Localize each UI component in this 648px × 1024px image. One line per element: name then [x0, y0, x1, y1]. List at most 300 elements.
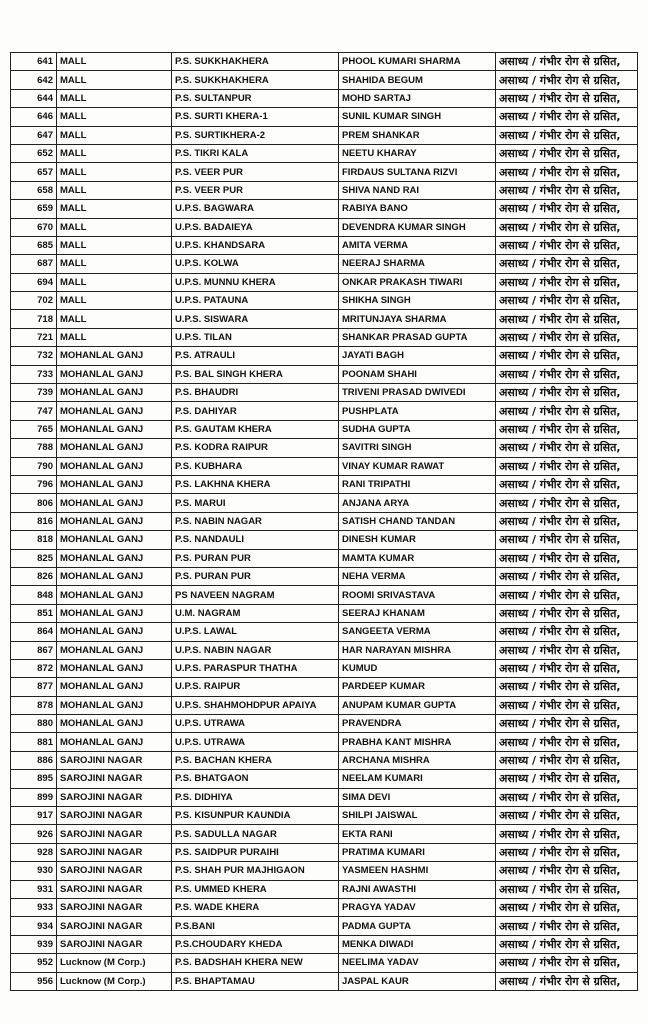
cell-block: MOHANLAL GANJ: [57, 420, 172, 438]
cell-block: MOHANLAL GANJ: [57, 567, 172, 585]
cell-school: P.S. SURTIKHERA-2: [172, 126, 339, 144]
cell-status: असाध्य / गंभीर रोग से ग्रसित,: [496, 531, 638, 549]
cell-status: असाध्य / गंभीर रोग से ग्रसित,: [496, 163, 638, 181]
cell-name: TRIVENI PRASAD DWIVEDI: [339, 384, 496, 402]
cell-name: SANGEETA VERMA: [339, 623, 496, 641]
cell-status: असाध्य / गंभीर रोग से ग्रसित,: [496, 200, 638, 218]
cell-status: असाध्य / गंभीर रोग से ग्रसित,: [496, 917, 638, 935]
cell-name: SUNIL KUMAR SINGH: [339, 108, 496, 126]
table-row: [11, 457, 638, 475]
cell-school: P.S. SURTI KHERA-1: [172, 108, 339, 126]
cell-name: RAJNI AWASTHI: [339, 880, 496, 898]
cell-name: SHAHIDA BEGUM: [339, 71, 496, 89]
cell-name: SHIVA NAND RAI: [339, 181, 496, 199]
cell-sno: 928: [11, 843, 57, 861]
cell-school: U.P.S. SHAHMOHDPUR APAIYA: [172, 696, 339, 714]
table-row: [11, 365, 638, 383]
cell-school: P.S. WADE KHERA: [172, 898, 339, 916]
table-row: [11, 623, 638, 641]
cell-name: SEERAJ KHANAM: [339, 604, 496, 622]
cell-name: NEELAM KUMARI: [339, 770, 496, 788]
cell-status: असाध्य / गंभीर रोग से ग्रसित,: [496, 641, 638, 659]
cell-name: SAVITRI SINGH: [339, 439, 496, 457]
cell-school: U.P.S. RAIPUR: [172, 678, 339, 696]
cell-sno: 685: [11, 236, 57, 254]
cell-sno: 694: [11, 273, 57, 291]
cell-status: असाध्य / गंभीर रोग से ग्रसित,: [496, 402, 638, 420]
cell-sno: 658: [11, 181, 57, 199]
cell-status: असाध्य / गंभीर रोग से ग्रसित,: [496, 310, 638, 328]
cell-school: U.P.S. BAGWARA: [172, 200, 339, 218]
cell-name: SIMA DEVI: [339, 788, 496, 806]
cell-school: P.S. UMMED KHERA: [172, 880, 339, 898]
table-row: [11, 733, 638, 751]
cell-sno: 733: [11, 365, 57, 383]
cell-name: KUMUD: [339, 659, 496, 677]
cell-block: SAROJINI NAGAR: [57, 843, 172, 861]
cell-block: MALL: [57, 273, 172, 291]
table-row: [11, 384, 638, 402]
cell-block: MALL: [57, 163, 172, 181]
table-row: [11, 218, 638, 236]
cell-status: असाध्य / गंभीर रोग से ग्रसित,: [496, 475, 638, 493]
cell-sno: 899: [11, 788, 57, 806]
cell-block: MALL: [57, 53, 172, 71]
table-row: [11, 71, 638, 89]
cell-status: असाध्य / गंभीर रोग से ग्रसित,: [496, 751, 638, 769]
cell-name: MAMTA KUMAR: [339, 549, 496, 567]
cell-status: असाध्य / गंभीर रोग से ग्रसित,: [496, 567, 638, 585]
cell-sno: 652: [11, 144, 57, 162]
cell-school: P.S. PURAN PUR: [172, 549, 339, 567]
table-row: [11, 108, 638, 126]
cell-status: असाध्य / गंभीर रोग से ग्रसित,: [496, 494, 638, 512]
table-row: [11, 255, 638, 273]
table-row: [11, 696, 638, 714]
cell-name: YASMEEN HASHMI: [339, 862, 496, 880]
cell-status: असाध्य / गंभीर रोग से ग्रसित,: [496, 880, 638, 898]
cell-status: असाध्य / गंभीर रोग से ग्रसित,: [496, 898, 638, 916]
table-row: [11, 917, 638, 935]
cell-school: P.S. VEER PUR: [172, 163, 339, 181]
cell-block: MOHANLAL GANJ: [57, 531, 172, 549]
cell-name: PRATIMA KUMARI: [339, 843, 496, 861]
cell-sno: 747: [11, 402, 57, 420]
cell-status: असाध्य / गंभीर रोग से ग्रसित,: [496, 807, 638, 825]
cell-school: P.S. SUKKHAKHERA: [172, 71, 339, 89]
cell-sno: 880: [11, 715, 57, 733]
cell-sno: 739: [11, 384, 57, 402]
cell-status: असाध्य / गंभीर रोग से ग्रसित,: [496, 623, 638, 641]
cell-block: MOHANLAL GANJ: [57, 512, 172, 530]
cell-sno: 647: [11, 126, 57, 144]
cell-sno: 881: [11, 733, 57, 751]
cell-sno: 788: [11, 439, 57, 457]
cell-status: असाध्य / गंभीर रोग से ग्रसित,: [496, 788, 638, 806]
cell-sno: 657: [11, 163, 57, 181]
cell-name: PADMA GUPTA: [339, 917, 496, 935]
cell-block: MOHANLAL GANJ: [57, 347, 172, 365]
cell-status: असाध्य / गंभीर रोग से ग्रसित,: [496, 71, 638, 89]
cell-status: असाध्य / गंभीर रोग से ग्रसित,: [496, 439, 638, 457]
cell-status: असाध्य / गंभीर रोग से ग्रसित,: [496, 144, 638, 162]
cell-school: P.S. SAIDPUR PURAIHI: [172, 843, 339, 861]
cell-sno: 877: [11, 678, 57, 696]
cell-sno: 721: [11, 328, 57, 346]
table-row: [11, 420, 638, 438]
cell-school: U.P.S. KHANDSARA: [172, 236, 339, 254]
cell-name: NEETU KHARAY: [339, 144, 496, 162]
cell-status: असाध्य / गंभीर रोग से ग्रसित,: [496, 825, 638, 843]
cell-block: MALL: [57, 108, 172, 126]
cell-school: U.P.S. LAWAL: [172, 623, 339, 641]
cell-sno: 796: [11, 475, 57, 493]
cell-status: असाध्य / गंभीर रोग से ग्रसित,: [496, 292, 638, 310]
cell-name: RANI TRIPATHI: [339, 475, 496, 493]
cell-block: SAROJINI NAGAR: [57, 788, 172, 806]
cell-status: असाध्य / गंभीर रोग से ग्रसित,: [496, 862, 638, 880]
cell-school: U.P.S. MUNNU KHERA: [172, 273, 339, 291]
cell-status: असाध्य / गंभीर रोग से ग्रसित,: [496, 843, 638, 861]
cell-block: SAROJINI NAGAR: [57, 917, 172, 935]
cell-sno: 934: [11, 917, 57, 935]
table-row: [11, 292, 638, 310]
cell-name: SUDHA GUPTA: [339, 420, 496, 438]
cell-name: DEVENDRA KUMAR SINGH: [339, 218, 496, 236]
cell-sno: 895: [11, 770, 57, 788]
cell-school: P.S. KODRA RAIPUR: [172, 439, 339, 457]
cell-school: P.S. LAKHNA KHERA: [172, 475, 339, 493]
cell-school: U.P.S. BADAIEYA: [172, 218, 339, 236]
cell-sno: 952: [11, 954, 57, 972]
table-row: [11, 53, 638, 71]
cell-block: SAROJINI NAGAR: [57, 862, 172, 880]
table-row: [11, 439, 638, 457]
cell-name: ANUPAM KUMAR GUPTA: [339, 696, 496, 714]
cell-school: U.P.S. PARASPUR THATHA: [172, 659, 339, 677]
cell-block: MALL: [57, 236, 172, 254]
cell-block: MALL: [57, 89, 172, 107]
cell-block: MOHANLAL GANJ: [57, 733, 172, 751]
cell-name: HAR NARAYAN MISHRA: [339, 641, 496, 659]
table-row: [11, 549, 638, 567]
table-row: [11, 678, 638, 696]
table-row: [11, 880, 638, 898]
cell-school: P.S. VEER PUR: [172, 181, 339, 199]
table-row: [11, 200, 638, 218]
table-row: [11, 531, 638, 549]
cell-sno: 816: [11, 512, 57, 530]
table-row: [11, 825, 638, 843]
cell-name: AMITA VERMA: [339, 236, 496, 254]
cell-status: असाध्य / गंभीर रोग से ग्रसित,: [496, 954, 638, 972]
cell-school: U.M. NAGRAM: [172, 604, 339, 622]
cell-sno: 702: [11, 292, 57, 310]
table-row: [11, 770, 638, 788]
cell-name: MRITUNJAYA SHARMA: [339, 310, 496, 328]
cell-block: MOHANLAL GANJ: [57, 623, 172, 641]
cell-sno: 864: [11, 623, 57, 641]
cell-school: PS NAVEEN NAGRAM: [172, 586, 339, 604]
cell-school: P.S. KISUNPUR KAUNDIA: [172, 807, 339, 825]
table-row: [11, 586, 638, 604]
cell-school: P.S. ATRAULI: [172, 347, 339, 365]
cell-sno: 931: [11, 880, 57, 898]
employee-table: [10, 52, 638, 991]
cell-school: P.S. DAHIYAR: [172, 402, 339, 420]
cell-name: FIRDAUS SULTANA RIZVI: [339, 163, 496, 181]
cell-status: असाध्य / गंभीर रोग से ग्रसित,: [496, 126, 638, 144]
cell-sno: 825: [11, 549, 57, 567]
cell-school: P.S.CHOUDARY KHEDA: [172, 935, 339, 953]
cell-name: MOHD SARTAJ: [339, 89, 496, 107]
cell-name: JAYATI BAGH: [339, 347, 496, 365]
cell-block: MOHANLAL GANJ: [57, 586, 172, 604]
cell-sno: 956: [11, 972, 57, 990]
cell-block: SAROJINI NAGAR: [57, 807, 172, 825]
cell-school: U.P.S. TILAN: [172, 328, 339, 346]
cell-status: असाध्य / गंभीर रोग से ग्रसित,: [496, 384, 638, 402]
cell-sno: 826: [11, 567, 57, 585]
cell-status: असाध्य / गंभीर रोग से ग्रसित,: [496, 457, 638, 475]
cell-name: JASPAL KAUR: [339, 972, 496, 990]
cell-status: असाध्य / गंभीर रोग से ग्रसित,: [496, 218, 638, 236]
table-row: [11, 310, 638, 328]
table-body: [11, 53, 638, 991]
table-row: [11, 862, 638, 880]
cell-name: DINESH KUMAR: [339, 531, 496, 549]
cell-name: ANJANA ARYA: [339, 494, 496, 512]
table-row: [11, 475, 638, 493]
cell-school: P.S. TIKRI KALA: [172, 144, 339, 162]
cell-school: P.S. BHAPTAMAU: [172, 972, 339, 990]
cell-status: असाध्य / गंभीर रोग से ग्रसित,: [496, 972, 638, 990]
table-row: [11, 126, 638, 144]
cell-name: POONAM SHAHI: [339, 365, 496, 383]
cell-sno: 878: [11, 696, 57, 714]
cell-status: असाध्य / गंभीर रोग से ग्रसित,: [496, 604, 638, 622]
cell-school: P.S. NABIN NAGAR: [172, 512, 339, 530]
cell-sno: 687: [11, 255, 57, 273]
cell-block: MOHANLAL GANJ: [57, 641, 172, 659]
table-row: [11, 898, 638, 916]
cell-sno: 851: [11, 604, 57, 622]
cell-name: RABIYA BANO: [339, 200, 496, 218]
cell-status: असाध्य / गंभीर रोग से ग्रसित,: [496, 696, 638, 714]
cell-status: असाध्य / गंभीर रोग से ग्रसित,: [496, 347, 638, 365]
cell-name: MENKA DIWADI: [339, 935, 496, 953]
cell-block: MOHANLAL GANJ: [57, 678, 172, 696]
table-row: [11, 273, 638, 291]
cell-block: SAROJINI NAGAR: [57, 898, 172, 916]
cell-status: असाध्य / गंभीर रोग से ग्रसित,: [496, 733, 638, 751]
cell-school: U.P.S. KOLWA: [172, 255, 339, 273]
table-row: [11, 715, 638, 733]
cell-block: MOHANLAL GANJ: [57, 696, 172, 714]
cell-block: SAROJINI NAGAR: [57, 770, 172, 788]
cell-school: P.S. MARUI: [172, 494, 339, 512]
cell-name: SATISH CHAND TANDAN: [339, 512, 496, 530]
cell-sno: 670: [11, 218, 57, 236]
cell-status: असाध्य / गंभीर रोग से ग्रसित,: [496, 108, 638, 126]
cell-status: असाध्य / गंभीर रोग से ग्रसित,: [496, 89, 638, 107]
table-row: [11, 659, 638, 677]
cell-status: असाध्य / गंभीर रोग से ग्रसित,: [496, 935, 638, 953]
cell-school: P.S. SUKKHAKHERA: [172, 53, 339, 71]
cell-school: U.P.S. UTRAWA: [172, 715, 339, 733]
table-row: [11, 843, 638, 861]
cell-name: PRAGYA YADAV: [339, 898, 496, 916]
table-row: [11, 163, 638, 181]
cell-sno: 930: [11, 862, 57, 880]
table-row: [11, 494, 638, 512]
cell-status: असाध्य / गंभीर रोग से ग्रसित,: [496, 53, 638, 71]
cell-status: असाध्य / गंभीर रोग से ग्रसित,: [496, 678, 638, 696]
cell-sno: 939: [11, 935, 57, 953]
cell-school: P.S. BAL SINGH KHERA: [172, 365, 339, 383]
cell-block: MALL: [57, 292, 172, 310]
cell-school: U.P.S. SISWARA: [172, 310, 339, 328]
cell-sno: 642: [11, 71, 57, 89]
cell-school: P.S. SADULLA NAGAR: [172, 825, 339, 843]
table-row: [11, 604, 638, 622]
cell-sno: 848: [11, 586, 57, 604]
cell-name: NEHA VERMA: [339, 567, 496, 585]
cell-name: PREM SHANKAR: [339, 126, 496, 144]
cell-block: MOHANLAL GANJ: [57, 549, 172, 567]
cell-school: P.S. BACHAN KHERA: [172, 751, 339, 769]
cell-block: MALL: [57, 144, 172, 162]
table-row: [11, 347, 638, 365]
cell-block: MOHANLAL GANJ: [57, 659, 172, 677]
cell-block: MALL: [57, 310, 172, 328]
cell-block: MALL: [57, 181, 172, 199]
table-row: [11, 972, 638, 990]
table-row: [11, 236, 638, 254]
cell-block: Lucknow (M Corp.): [57, 972, 172, 990]
cell-sno: 732: [11, 347, 57, 365]
cell-status: असाध्य / गंभीर रोग से ग्रसित,: [496, 255, 638, 273]
cell-status: असाध्य / गंभीर रोग से ग्रसित,: [496, 236, 638, 254]
cell-school: P.S. BHAUDRI: [172, 384, 339, 402]
cell-school: U.P.S. NABIN NAGAR: [172, 641, 339, 659]
cell-school: U.P.S. PATAUNA: [172, 292, 339, 310]
cell-name: PHOOL KUMARI SHARMA: [339, 53, 496, 71]
table-row: [11, 512, 638, 530]
cell-school: P.S. SHAH PUR MAJHIGAON: [172, 862, 339, 880]
cell-name: VINAY KUMAR RAWAT: [339, 457, 496, 475]
cell-sno: 659: [11, 200, 57, 218]
cell-status: असाध्य / गंभीर रोग से ग्रसित,: [496, 181, 638, 199]
table-row: [11, 144, 638, 162]
cell-name: ROOMI SRIVASTAVA: [339, 586, 496, 604]
cell-status: असाध्य / गंभीर रोग से ग्रसित,: [496, 273, 638, 291]
cell-block: MOHANLAL GANJ: [57, 475, 172, 493]
cell-block: MOHANLAL GANJ: [57, 365, 172, 383]
cell-sno: 641: [11, 53, 57, 71]
table-row: [11, 181, 638, 199]
table-row: [11, 788, 638, 806]
cell-sno: 646: [11, 108, 57, 126]
cell-block: SAROJINI NAGAR: [57, 880, 172, 898]
cell-block: MOHANLAL GANJ: [57, 384, 172, 402]
cell-status: असाध्य / गंभीर रोग से ग्रसित,: [496, 586, 638, 604]
cell-name: PARDEEP KUMAR: [339, 678, 496, 696]
cell-sno: 886: [11, 751, 57, 769]
cell-status: असाध्य / गंभीर रोग से ग्रसित,: [496, 365, 638, 383]
table-row: [11, 807, 638, 825]
cell-sno: 872: [11, 659, 57, 677]
cell-name: PUSHPLATA: [339, 402, 496, 420]
cell-sno: 933: [11, 898, 57, 916]
cell-status: असाध्य / गंभीर रोग से ग्रसित,: [496, 715, 638, 733]
cell-name: ARCHANA MISHRA: [339, 751, 496, 769]
cell-status: असाध्य / गंभीर रोग से ग्रसित,: [496, 659, 638, 677]
cell-school: P.S. KUBHARA: [172, 457, 339, 475]
cell-status: असाध्य / गंभीर रोग से ग्रसित,: [496, 549, 638, 567]
cell-block: MALL: [57, 328, 172, 346]
cell-block: Lucknow (M Corp.): [57, 954, 172, 972]
cell-school: P.S. PURAN PUR: [172, 567, 339, 585]
cell-school: P.S. SULTANPUR: [172, 89, 339, 107]
cell-name: SHILPI JAISWAL: [339, 807, 496, 825]
cell-sno: 644: [11, 89, 57, 107]
cell-school: P.S. BADSHAH KHERA NEW: [172, 954, 339, 972]
cell-sno: 790: [11, 457, 57, 475]
cell-block: MALL: [57, 71, 172, 89]
cell-block: MALL: [57, 200, 172, 218]
table-row: [11, 641, 638, 659]
cell-status: असाध्य / गंभीर रोग से ग्रसित,: [496, 770, 638, 788]
table-row: [11, 954, 638, 972]
cell-name: SHIKHA SINGH: [339, 292, 496, 310]
cell-status: असाध्य / गंभीर रोग से ग्रसित,: [496, 420, 638, 438]
cell-sno: 765: [11, 420, 57, 438]
cell-block: SAROJINI NAGAR: [57, 751, 172, 769]
cell-name: ONKAR PRAKASH TIWARI: [339, 273, 496, 291]
cell-block: MOHANLAL GANJ: [57, 439, 172, 457]
cell-school: P.S.BANI: [172, 917, 339, 935]
cell-name: NEERAJ SHARMA: [339, 255, 496, 273]
cell-status: असाध्य / गंभीर रोग से ग्रसित,: [496, 512, 638, 530]
cell-block: MALL: [57, 255, 172, 273]
cell-block: MOHANLAL GANJ: [57, 604, 172, 622]
table-row: [11, 935, 638, 953]
cell-block: SAROJINI NAGAR: [57, 935, 172, 953]
table-row: [11, 567, 638, 585]
cell-block: MALL: [57, 126, 172, 144]
cell-name: SHANKAR PRASAD GUPTA: [339, 328, 496, 346]
cell-block: MOHANLAL GANJ: [57, 494, 172, 512]
cell-sno: 806: [11, 494, 57, 512]
table-row: [11, 328, 638, 346]
cell-block: MALL: [57, 218, 172, 236]
table-row: [11, 89, 638, 107]
cell-school: P.S. BHATGAON: [172, 770, 339, 788]
table-row: [11, 751, 638, 769]
cell-sno: 926: [11, 825, 57, 843]
cell-sno: 818: [11, 531, 57, 549]
table-row: [11, 402, 638, 420]
cell-school: P.S. GAUTAM KHERA: [172, 420, 339, 438]
cell-block: SAROJINI NAGAR: [57, 825, 172, 843]
cell-school: P.S. NANDAULI: [172, 531, 339, 549]
cell-name: EKTA RANI: [339, 825, 496, 843]
cell-block: MOHANLAL GANJ: [57, 402, 172, 420]
cell-sno: 867: [11, 641, 57, 659]
cell-school: P.S. DIDHIYA: [172, 788, 339, 806]
cell-block: MOHANLAL GANJ: [57, 715, 172, 733]
